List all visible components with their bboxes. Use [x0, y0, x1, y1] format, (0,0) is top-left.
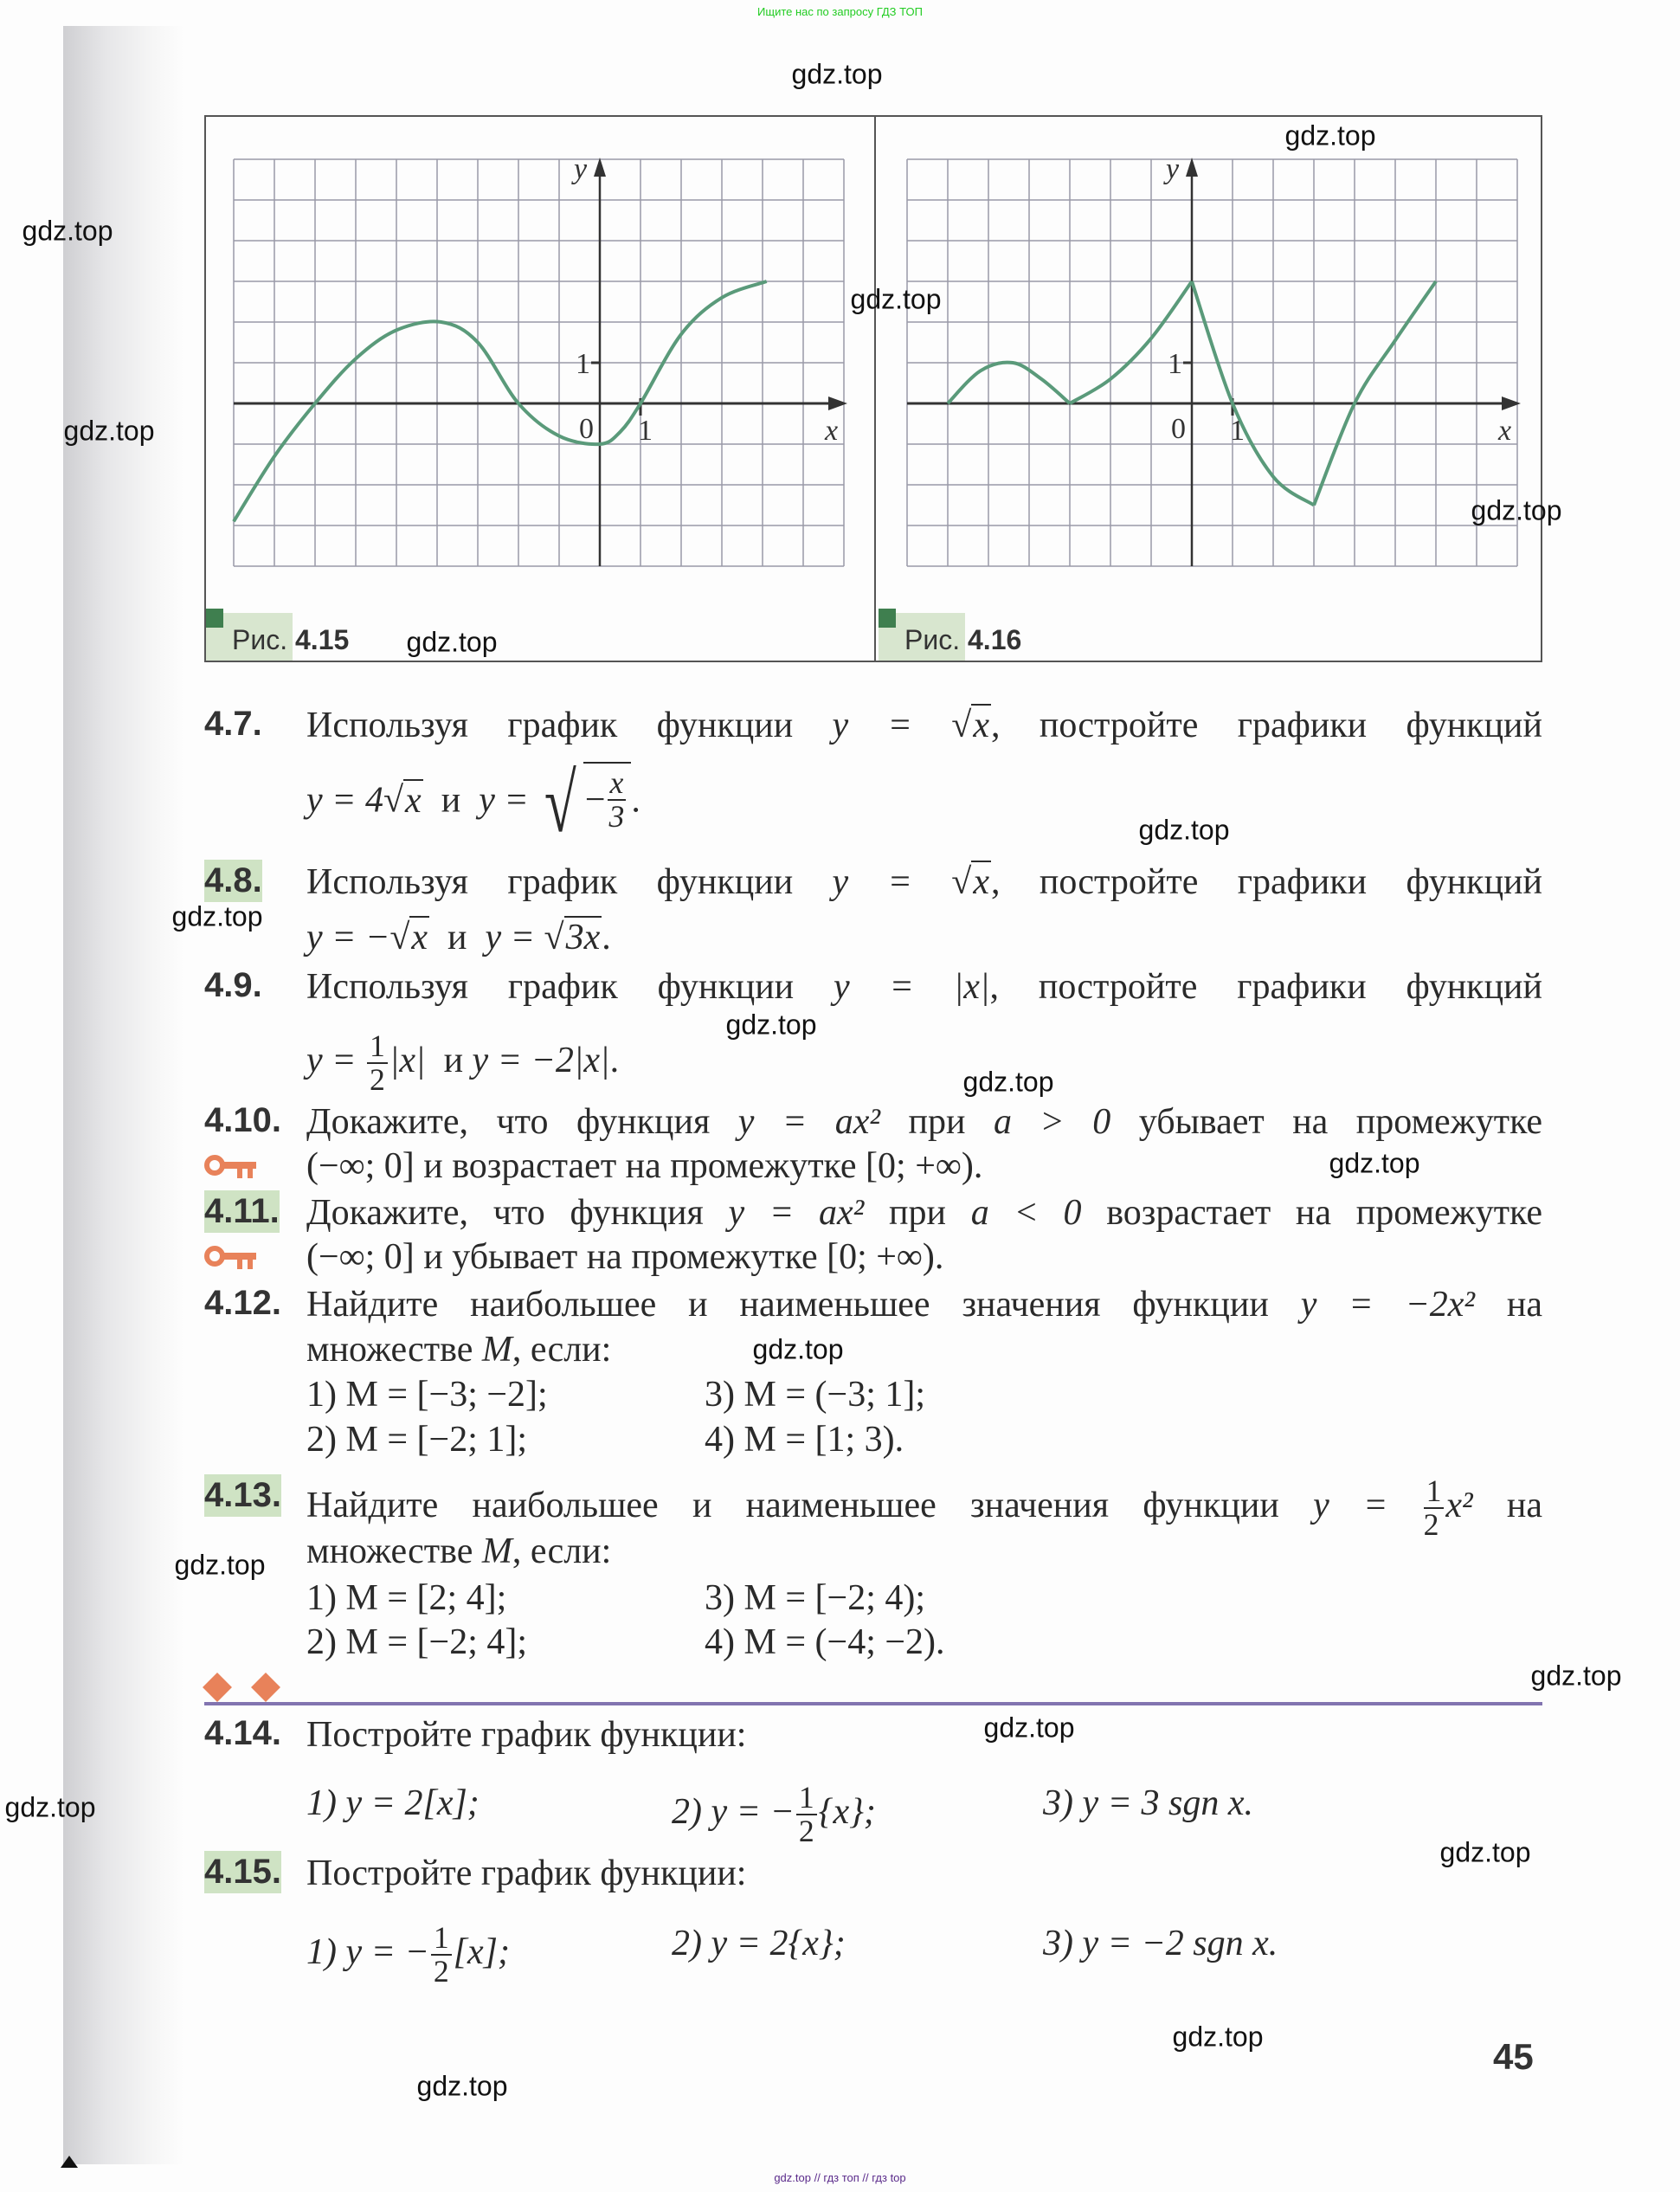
function-curve [1192, 281, 1314, 506]
sqrt: √x [389, 918, 428, 957]
page-number: 45 [1493, 2036, 1534, 2077]
text: Докажите, что функция [306, 1193, 704, 1233]
period: . [631, 780, 640, 821]
caption-number: 4.16 [968, 624, 1022, 655]
math: M [481, 1531, 512, 1571]
figure-frame [205, 116, 1542, 661]
exercise-4-7-line2 [306, 757, 640, 849]
text: при [888, 1193, 946, 1233]
exercise-number: 4.11. [204, 1190, 280, 1233]
math: M [481, 1330, 512, 1370]
exercise-4-11-line2: (−∞; 0] и убывает на промежутке [0; +∞). [306, 1237, 944, 1277]
exercise-number: 4.15. [204, 1851, 281, 1893]
math-lhs: y = 4 [306, 780, 383, 821]
text: Используя график функции [306, 706, 794, 745]
key-icon [204, 1154, 258, 1180]
option-item: 2) M = [−2; 1]; [306, 1420, 528, 1460]
conjunction: и [447, 918, 467, 957]
key-icon [204, 1245, 258, 1271]
exercise-number: 4.9. [204, 966, 262, 1004]
caption-marker [879, 609, 896, 628]
watermark: gdz.top [1138, 814, 1230, 846]
exercise-4-8-line1 [306, 861, 1542, 904]
text: Используя график функции [306, 967, 795, 1007]
text: на [1506, 1486, 1543, 1526]
exercise-4-8-line2 [306, 916, 611, 959]
origin-label: 0 [1171, 413, 1186, 445]
math-rhs: [x]; [453, 1932, 510, 1973]
exercise-4-12-line1 [306, 1283, 1542, 1326]
denominator: 2 [798, 1814, 814, 1849]
math: a > 0 [993, 1102, 1111, 1142]
watermark: gdz.top [962, 1066, 1054, 1098]
watermark: gdz.top [4, 1791, 96, 1823]
exercise-number: 4.8. [204, 860, 262, 902]
figure-caption [904, 624, 1021, 655]
text: , если: [512, 1330, 612, 1370]
sqrt: √x [383, 780, 422, 821]
watermark: gdz.top [22, 215, 113, 247]
exercise-4-15-line1: Постройте график функции: [306, 1854, 747, 1893]
sqrt: √3x [544, 918, 601, 957]
y-tick-label: 1 [576, 348, 590, 380]
option-item: 4) M = [1; 3). [705, 1420, 904, 1460]
y-axis-arrow-icon [594, 158, 606, 177]
math-rhs: {x}; [818, 1792, 876, 1833]
option-item: 1) y = 2[x]; [306, 1783, 480, 1823]
watermark: gdz.top [725, 1009, 817, 1041]
exercise-4-7-line1 [306, 704, 1542, 747]
y-axis-label: y [574, 153, 588, 185]
watermark: gdz.top [1329, 1147, 1420, 1179]
math [306, 916, 429, 957]
radicand: 3x [565, 918, 601, 957]
fraction [608, 764, 627, 834]
text: при [908, 1102, 966, 1142]
figure-caption [232, 624, 349, 655]
exercise-number: 4.12. [204, 1284, 281, 1322]
math [1313, 1473, 1473, 1543]
conjunction: и [441, 780, 461, 821]
option-item: 4) M = (−4; −2). [705, 1622, 945, 1662]
caption-prefix: Рис. [232, 624, 295, 655]
radicand: x [405, 780, 422, 821]
radicand: x [973, 706, 989, 745]
math [833, 704, 991, 745]
caption-number: 4.15 [295, 624, 350, 655]
origin-label: 0 [579, 413, 594, 445]
section-divider [204, 1702, 1542, 1705]
watermark: gdz.top [1172, 2021, 1264, 2053]
period: . [602, 918, 611, 957]
exercise-4-9-line2 [306, 1030, 619, 1097]
difficulty-diamond-icon [251, 1673, 280, 1702]
bottom-banner: gdz.top // гдз топ // гдз top [774, 2171, 906, 2184]
exercise-number: 4.10. [204, 1101, 281, 1139]
option-item: 2) y = 2{x}; [672, 1924, 846, 1963]
math-lhs: y = [832, 862, 952, 902]
watermark: gdz.top [171, 900, 263, 932]
math-lhs: y = [485, 918, 544, 957]
denominator: 3 [608, 799, 625, 834]
math-lhs: y = [832, 706, 952, 745]
text: множестве [306, 1531, 473, 1571]
caption-prefix: Рис. [904, 624, 968, 655]
option-item: 3) y = 3 sgn x. [1043, 1783, 1253, 1823]
watermark: gdz.top [1530, 1660, 1622, 1692]
watermark: gdz.top [850, 283, 942, 315]
math: a < 0 [970, 1193, 1082, 1233]
text: , постройте графики функций [990, 862, 1543, 902]
math-lhs: 2) y = − [672, 1792, 795, 1833]
sqrt: √x [951, 706, 989, 745]
exercise-number: 4.14. [204, 1714, 281, 1752]
math [306, 779, 423, 821]
option-item [306, 1922, 510, 1989]
text: на [1506, 1285, 1543, 1325]
exercise-4-9-line1 [306, 965, 1542, 1009]
exercise-4-13-line2 [306, 1530, 611, 1573]
text: , постройте графики функций [989, 967, 1543, 1007]
x-axis-label: x [1498, 415, 1512, 447]
watermark: gdz.top [63, 415, 155, 447]
math: y = −2x² [1300, 1285, 1476, 1325]
math-lhs: 1) y = − [306, 1932, 429, 1973]
period: . [609, 1041, 620, 1081]
fraction [431, 1922, 452, 1989]
exercise-number: 4.7. [204, 705, 262, 743]
math [486, 916, 602, 957]
y-tick-label: 1 [1168, 348, 1182, 380]
math: y = ax² [728, 1193, 865, 1233]
watermark: gdz.top [174, 1549, 266, 1581]
function-curve [948, 363, 1070, 403]
math: y = ax² [737, 1102, 880, 1142]
x-axis-label: x [825, 415, 839, 447]
math [833, 861, 991, 902]
function-curve [1314, 281, 1436, 506]
exercise-4-10-line2: (−∞; 0] и возрастает на промежутке [0; +∞). [306, 1146, 983, 1186]
sqrt: √ − $\frac{x}{3}$ [537, 762, 631, 845]
fraction [796, 1782, 817, 1848]
fraction [367, 1030, 388, 1097]
minus: − [584, 780, 606, 820]
option-item: 3) M = (−3; 1]; [705, 1375, 926, 1415]
figure-4-16 [879, 153, 1521, 661]
math: y = −2|x| [472, 1041, 610, 1081]
exercise-4-10-line1 [306, 1100, 1542, 1144]
denominator: 2 [433, 1954, 449, 1989]
radicand: x [973, 862, 989, 902]
y-axis-arrow-icon [1186, 158, 1198, 177]
math: |x| [389, 1041, 426, 1081]
x-tick-label: 1 [638, 415, 653, 447]
numerator: 1 [367, 1030, 388, 1064]
math: y = |x| [834, 967, 990, 1007]
difficulty-diamond-icon [203, 1673, 232, 1702]
figure-4-15 [206, 153, 847, 661]
top-banner: Ищите нас по запросу ГДЗ ТОП [757, 5, 923, 18]
sqrt: √x [951, 862, 989, 902]
math-lhs: y = [479, 780, 538, 821]
denominator: 2 [1423, 1507, 1439, 1543]
page-corner [61, 2156, 78, 2168]
watermark: gdz.top [791, 58, 883, 90]
option-item: 3) y = −2 sgn x. [1043, 1924, 1278, 1963]
exercise-4-11-line1 [306, 1191, 1542, 1235]
caption-marker [206, 609, 223, 628]
x-tick-label: 1 [1230, 415, 1245, 447]
numerator: 1 [431, 1922, 452, 1956]
exercise-4-14-line1: Постройте график функции: [306, 1715, 747, 1755]
fraction [1424, 1475, 1445, 1542]
denominator: 2 [369, 1062, 385, 1098]
text: возрастает на промежутке [1106, 1193, 1543, 1233]
watermark: gdz.top [406, 626, 498, 658]
text: , если: [512, 1531, 612, 1571]
text: Используя график функции [306, 862, 794, 902]
option-item: 3) M = [−2; 4); [705, 1578, 926, 1618]
text: Найдите наибольшее и наименьшее значения функции [306, 1285, 1269, 1325]
option-item: 1) M = [−3; −2]; [306, 1375, 548, 1415]
watermark: gdz.top [1284, 119, 1376, 152]
figures-panel [204, 115, 1542, 662]
math-rhs: x² [1445, 1486, 1473, 1526]
text: , постройте графики функций [990, 706, 1543, 745]
watermark: gdz.top [752, 1333, 844, 1365]
math-lhs: y = [306, 1041, 365, 1081]
option-item [672, 1782, 876, 1848]
math-lhs: y = [1313, 1486, 1422, 1526]
watermark: gdz.top [1471, 494, 1562, 526]
numerator: 1 [796, 1782, 817, 1815]
function-curve [1070, 281, 1192, 403]
conjunction: и [443, 1041, 464, 1081]
numerator: x [608, 767, 627, 801]
y-axis-label: y [1166, 153, 1180, 185]
radicand: x [411, 918, 428, 957]
exercise-4-12-line2 [306, 1328, 611, 1371]
page-spine-shadow [63, 26, 184, 2164]
watermark: gdz.top [983, 1712, 1075, 1744]
text: убывает на промежутке [1138, 1102, 1543, 1142]
watermark: gdz.top [416, 2070, 508, 2102]
numerator: 1 [1424, 1475, 1445, 1509]
watermark: gdz.top [1439, 1836, 1531, 1868]
text: Докажите, что функция [306, 1102, 711, 1142]
text: Найдите наибольшее и наименьшее значения функции [306, 1486, 1279, 1526]
exercise-number: 4.13. [204, 1474, 281, 1517]
option-item: 1) M = [2; 4]; [306, 1578, 507, 1618]
text: множестве [306, 1330, 473, 1370]
math-lhs: y = − [306, 918, 390, 957]
option-item: 2) M = [−2; 4]; [306, 1622, 528, 1662]
